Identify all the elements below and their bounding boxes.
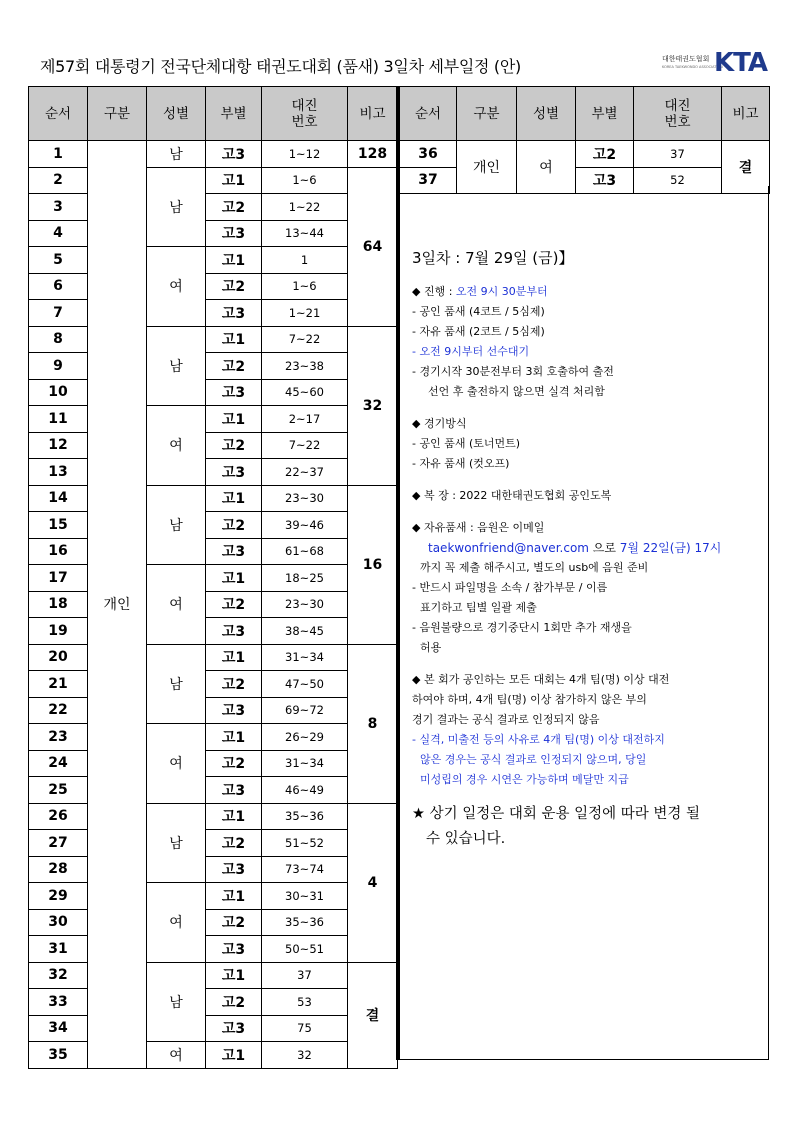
cell-seq: 13 (29, 459, 88, 486)
table-row (29, 141, 398, 168)
table-row (29, 989, 398, 1016)
cell-gender: 남 (147, 485, 206, 565)
free-line: 까지 꼭 제출 해주시고, 별도의 usb에 음원 준비 (420, 561, 649, 574)
cell-seq: 6 (29, 273, 88, 300)
cell-seq: 3 (29, 194, 88, 221)
table-row (29, 538, 398, 565)
cell-seq: 31 (29, 936, 88, 963)
header-gender: 성별 (517, 87, 576, 141)
cell-division: 고3 (206, 538, 262, 565)
table-row (29, 220, 398, 247)
cell-seq: 29 (29, 883, 88, 910)
cell-seq: 28 (29, 856, 88, 883)
schedule-table-left (28, 86, 398, 1069)
cell-division: 고1 (206, 167, 262, 194)
logo-association-en: KOREA TAEKWONDO ASSOCIATION (662, 65, 723, 69)
cell-division: 고3 (206, 936, 262, 963)
table-row (29, 909, 398, 936)
cell-note: 128 (348, 141, 398, 168)
free-deadline: 7월 22일(금) 17시 (619, 541, 722, 555)
cell-division: 고1 (206, 406, 262, 433)
rule-line: 않은 경우는 공식 결과로 인정되지 않으며, 당일 (420, 753, 647, 766)
progress-label: ◆ 진행 : (412, 285, 456, 298)
cell-seq: 34 (29, 1015, 88, 1042)
cell-gender: 여 (147, 724, 206, 804)
header-note: 비고 (348, 87, 398, 141)
cell-seq: 36 (400, 141, 457, 168)
header-bracket (634, 87, 722, 141)
cell-gender: 여 (147, 1042, 206, 1069)
cell-bracket: 53 (262, 989, 348, 1016)
cell-bracket: 2~17 (262, 406, 348, 433)
cell-bracket: 75 (262, 1015, 348, 1042)
cell-bracket: 1~21 (262, 300, 348, 327)
table-row (29, 1042, 398, 1069)
cell-bracket: 46~49 (262, 777, 348, 804)
header-bracket-line1: 대진 (664, 97, 691, 114)
cell-bracket: 7~22 (262, 326, 348, 353)
cell-gender: 여 (147, 883, 206, 963)
email-link[interactable]: taekwonfriend@naver.com (428, 541, 589, 555)
table-row (29, 750, 398, 777)
table-row (29, 379, 398, 406)
table-row (29, 591, 398, 618)
cell-gender: 남 (147, 167, 206, 247)
method-heading: ◆ 경기방식 (412, 417, 467, 430)
note-line: - 공인 품새 (4코트 / 5심제) (412, 305, 545, 318)
cell-bracket: 38~45 (262, 618, 348, 645)
cell-bracket: 32 (262, 1042, 348, 1069)
cell-division: 고1 (206, 485, 262, 512)
cell-division: 고2 (206, 512, 262, 539)
rule-line: ◆ 본 회가 공인하는 모든 대회는 4개 팀(명) 이상 대전 (412, 673, 670, 686)
cell-bracket: 50~51 (262, 936, 348, 963)
cell-bracket: 37 (262, 962, 348, 989)
notice-line: ★ 상기 일정은 대회 운용 일정에 따라 변경 될 (412, 806, 700, 822)
cell-division: 고2 (206, 194, 262, 221)
table-row (400, 141, 770, 168)
cell-seq: 12 (29, 432, 88, 459)
cell-division: 고2 (206, 591, 262, 618)
cell-bracket: 1~6 (262, 167, 348, 194)
table-row (29, 962, 398, 989)
cell-seq: 33 (29, 989, 88, 1016)
free-line: - 반드시 파일명을 소속 / 참가부문 / 이름 (412, 581, 608, 594)
rule-line: - 실격, 미출전 등의 사유로 4개 팀(명) 이상 대전하지 (412, 733, 665, 746)
cell-bracket: 45~60 (262, 379, 348, 406)
cell-bracket: 35~36 (262, 803, 348, 830)
cell-seq: 21 (29, 671, 88, 698)
free-heading: ◆ 자유품새 : 음원은 이메일 (412, 521, 545, 534)
table-row (29, 856, 398, 883)
cell-seq: 19 (29, 618, 88, 645)
cell-bracket: 31~34 (262, 750, 348, 777)
cell-seq: 26 (29, 803, 88, 830)
header-division: 부별 (576, 87, 634, 141)
header-note: 비고 (722, 87, 770, 141)
cell-division: 고2 (206, 671, 262, 698)
progress-line (412, 282, 772, 302)
logo-association: 대한태권도협회 (662, 55, 710, 63)
cell-division: 고1 (206, 962, 262, 989)
table-row (29, 777, 398, 804)
cell-seq: 7 (29, 300, 88, 327)
table-row (29, 803, 398, 830)
cell-bracket: 18~25 (262, 565, 348, 592)
cell-seq: 25 (29, 777, 88, 804)
header-division: 부별 (206, 87, 262, 141)
header-category: 구분 (88, 87, 147, 141)
cell-division: 고2 (206, 830, 262, 857)
uniform-line: ◆ 복 장 : 2022 대한태권도협회 공인도복 (412, 489, 612, 502)
table-row (29, 724, 398, 751)
cell-seq: 9 (29, 353, 88, 380)
cell-gender: 남 (147, 803, 206, 883)
cell-bracket: 23~30 (262, 591, 348, 618)
table-row (29, 644, 398, 671)
cell-bracket: 47~50 (262, 671, 348, 698)
note-line: 선언 후 출전하지 않으면 실격 처리함 (428, 385, 605, 398)
cell-seq: 5 (29, 247, 88, 274)
cell-division: 고1 (206, 247, 262, 274)
cell-bracket: 73~74 (262, 856, 348, 883)
cell-category: 개인 (457, 141, 517, 194)
cell-division: 고2 (206, 432, 262, 459)
cell-seq: 4 (29, 220, 88, 247)
note-line: - 자유 품새 (2코트 / 5심제) (412, 325, 545, 338)
cell-bracket: 39~46 (262, 512, 348, 539)
cell-seq: 24 (29, 750, 88, 777)
cell-gender: 여 (517, 141, 576, 194)
rule-line: 미성립의 경우 시연은 가능하며 메달만 지급 (420, 773, 629, 786)
cell-bracket: 35~36 (262, 909, 348, 936)
cell-category: 개인 (88, 141, 147, 1069)
table-row (29, 485, 398, 512)
cell-seq: 32 (29, 962, 88, 989)
cell-division: 고1 (206, 883, 262, 910)
schedule-table-right (399, 86, 770, 194)
cell-gender: 남 (147, 326, 206, 406)
header-bracket (262, 87, 348, 141)
cell-division: 고3 (206, 697, 262, 724)
table-row (29, 353, 398, 380)
header-bracket-line2: 번호 (664, 113, 691, 130)
free-line: - 음원불량으로 경기중단시 1회만 추가 재생을 (412, 621, 632, 634)
table-row (29, 512, 398, 539)
table-row (29, 432, 398, 459)
cell-note: 16 (348, 485, 398, 644)
method-line: - 자유 품새 (컷오프) (412, 457, 510, 470)
table-row (29, 618, 398, 645)
cell-bracket: 51~52 (262, 830, 348, 857)
cell-seq: 11 (29, 406, 88, 433)
cell-seq: 17 (29, 565, 88, 592)
cell-division: 고3 (206, 220, 262, 247)
table-row (29, 247, 398, 274)
cell-gender: 남 (147, 141, 206, 168)
table-row (29, 406, 398, 433)
header-category: 구분 (457, 87, 517, 141)
rule-line: 경기 결과는 공식 결과로 인정되지 않음 (412, 713, 600, 726)
cell-bracket: 23~38 (262, 353, 348, 380)
cell-gender: 남 (147, 644, 206, 724)
cell-note: 8 (348, 644, 398, 803)
table-row (29, 1015, 398, 1042)
free-to: 으로 (588, 541, 620, 555)
table-row (29, 697, 398, 724)
table-row (29, 273, 398, 300)
cell-seq: 2 (29, 167, 88, 194)
cell-seq: 30 (29, 909, 88, 936)
free-line: 허용 (420, 641, 442, 654)
cell-note: 결 (348, 962, 398, 1068)
cell-gender: 여 (147, 406, 206, 486)
cell-note: 32 (348, 326, 398, 485)
cell-gender: 여 (147, 247, 206, 327)
cell-division: 고2 (206, 909, 262, 936)
cell-division: 고1 (206, 326, 262, 353)
method-line: - 공인 품새 (토너먼트) (412, 437, 521, 450)
table-row (29, 936, 398, 963)
cell-division: 고3 (206, 618, 262, 645)
cell-bracket: 1 (262, 247, 348, 274)
cell-division: 고3 (206, 141, 262, 168)
cell-seq: 14 (29, 485, 88, 512)
header-bracket-line1: 대진 (291, 97, 318, 114)
cell-seq: 15 (29, 512, 88, 539)
cell-bracket: 69~72 (262, 697, 348, 724)
cell-division: 고3 (206, 379, 262, 406)
cell-note: 64 (348, 167, 398, 326)
cell-division: 고2 (206, 750, 262, 777)
header-seq: 순서 (29, 87, 88, 141)
cell-division: 고2 (206, 989, 262, 1016)
cell-division: 고3 (206, 777, 262, 804)
cell-division: 고3 (206, 856, 262, 883)
cell-seq: 16 (29, 538, 88, 565)
free-email-line (412, 538, 772, 558)
cell-seq: 37 (400, 167, 457, 194)
cell-bracket: 1~6 (262, 273, 348, 300)
cell-seq: 8 (29, 326, 88, 353)
cell-division: 고2 (576, 141, 634, 168)
table-row (29, 300, 398, 327)
cell-seq: 27 (29, 830, 88, 857)
cell-division: 고3 (576, 167, 634, 194)
table-row (29, 167, 398, 194)
cell-division: 고2 (206, 273, 262, 300)
cell-bracket: 26~29 (262, 724, 348, 751)
cell-division: 고1 (206, 644, 262, 671)
cell-seq: 20 (29, 644, 88, 671)
cell-gender: 여 (147, 565, 206, 645)
cell-bracket: 52 (634, 167, 722, 194)
table-row (29, 459, 398, 486)
table-row (29, 565, 398, 592)
header-bracket-line2: 번호 (291, 113, 318, 130)
free-line: 표기하고 팀별 일괄 제출 (420, 601, 537, 614)
cell-bracket: 22~37 (262, 459, 348, 486)
cell-division: 고3 (206, 459, 262, 486)
cell-division: 고1 (206, 724, 262, 751)
table-row (29, 194, 398, 221)
cell-bracket: 7~22 (262, 432, 348, 459)
notice-line: 수 있습니다. (426, 831, 506, 847)
cell-bracket: 23~30 (262, 485, 348, 512)
rule-line: 하여야 하며, 4개 팀(명) 이상 참가하지 않은 부의 (412, 693, 647, 706)
cell-seq: 23 (29, 724, 88, 751)
cell-note: 결 (722, 141, 770, 194)
cell-division: 고2 (206, 353, 262, 380)
table-row (29, 883, 398, 910)
cell-seq: 10 (29, 379, 88, 406)
cell-division: 고3 (206, 1015, 262, 1042)
cell-bracket: 1~22 (262, 194, 348, 221)
cell-division: 고1 (206, 565, 262, 592)
table-row (29, 326, 398, 353)
note-line: - 경기시작 30분전부터 3회 호출하여 출전 (412, 365, 614, 378)
logo-mark: KTA (714, 48, 767, 78)
page-title: 제57회 대통령기 전국단체대항 태권도대회 (품새) 3일차 세부일정 (안) (40, 57, 521, 76)
cell-seq: 22 (29, 697, 88, 724)
cell-bracket: 37 (634, 141, 722, 168)
notes-panel (412, 248, 772, 852)
cell-seq: 35 (29, 1042, 88, 1069)
cell-seq: 18 (29, 591, 88, 618)
cell-bracket: 31~34 (262, 644, 348, 671)
cell-seq: 1 (29, 141, 88, 168)
kta-logo (662, 50, 772, 78)
cell-bracket: 30~31 (262, 883, 348, 910)
cell-bracket: 61~68 (262, 538, 348, 565)
cell-gender: 남 (147, 962, 206, 1042)
cell-division: 고1 (206, 1042, 262, 1069)
cell-note: 4 (348, 803, 398, 962)
table-row (29, 671, 398, 698)
cell-bracket: 1~12 (262, 141, 348, 168)
header-gender: 성별 (147, 87, 206, 141)
note-line: - 오전 9시부터 선수대기 (412, 345, 530, 358)
cell-division: 고3 (206, 300, 262, 327)
header-seq: 순서 (400, 87, 457, 141)
table-row (29, 830, 398, 857)
cell-division: 고1 (206, 803, 262, 830)
cell-bracket: 13~44 (262, 220, 348, 247)
progress-time: 오전 9시 30분부터 (455, 285, 548, 298)
day-heading: 3일차 : 7월 29일 (금)】 (412, 249, 574, 267)
